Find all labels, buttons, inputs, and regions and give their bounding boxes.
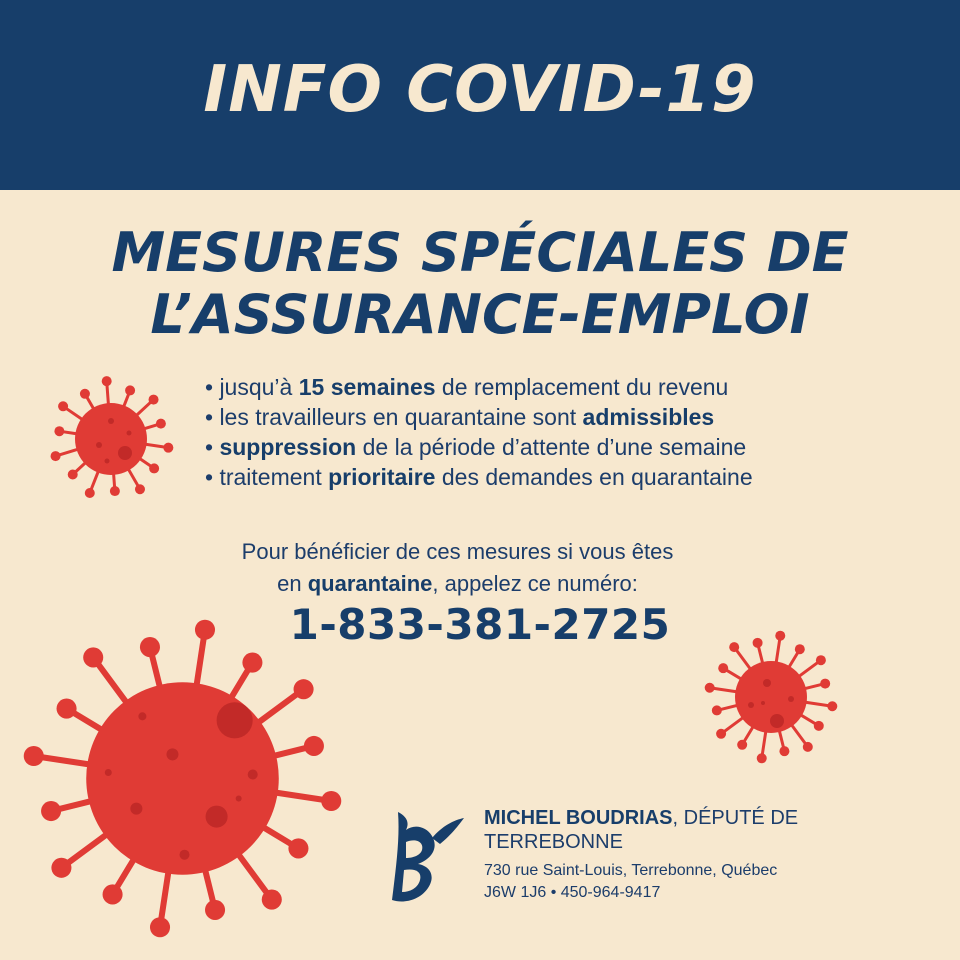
list-item: [205, 432, 925, 462]
cta-text: , appelez ce numéro:: [432, 571, 638, 596]
list-item-bold: prioritaire: [328, 464, 436, 490]
address-line-2: J6W 1J6 • 450-964-9417: [484, 884, 661, 901]
list-item: [205, 462, 925, 492]
heading-line-1: MESURES SPÉCIALES DE: [111, 221, 849, 284]
measures-list: [205, 372, 925, 492]
banner-title: INFO COVID-19: [203, 53, 757, 127]
mp-role: , DÉPUTÉ DE: [672, 807, 799, 829]
contact-address: [484, 860, 904, 904]
cta-line-1: Pour bénéficier de ces mesures si vous êtes: [241, 539, 674, 564]
list-item-bold: admissibles: [582, 404, 715, 430]
heading-line-2: L’ASSURANCE-EMPLOI: [150, 283, 810, 346]
list-item-text: •: [205, 434, 220, 460]
address-line-1: 730 rue Saint-Louis, Terrebonne, Québec: [484, 862, 778, 879]
list-item: [205, 402, 925, 432]
call-to-action: [0, 536, 915, 600]
header-banner: [0, 0, 960, 190]
phone-number[interactable]: 1-833-381-2725: [289, 600, 671, 649]
list-item-text: de la période d’attente d’une semaine: [356, 434, 747, 460]
list-item-bold: 15 semaines: [298, 374, 436, 400]
list-item-bold: suppression: [219, 434, 357, 460]
list-item-text: • traitement: [205, 464, 329, 490]
cta-line-2: [0, 568, 915, 600]
list-item-text: de remplacement du revenu: [435, 374, 729, 400]
contact-block: [484, 806, 904, 904]
bloc-logo-icon: [376, 808, 466, 908]
list-item-text: • les travailleurs en quarantaine sont: [205, 404, 583, 430]
cta-bold: quarantaine: [307, 571, 433, 596]
mp-name: MICHEL BOUDRIAS: [484, 807, 673, 829]
virus-icon: [696, 622, 846, 772]
virus-icon: [40, 368, 182, 510]
page-heading: [0, 222, 960, 346]
cta-text: en: [277, 571, 308, 596]
list-item-text: • jusqu’à: [205, 374, 299, 400]
list-item-text: des demandes en quarantaine: [435, 464, 753, 490]
mp-riding: TERREBONNE: [484, 831, 623, 853]
virus-icon: [10, 606, 355, 951]
contact-name: [484, 806, 904, 854]
list-item: [205, 372, 925, 402]
